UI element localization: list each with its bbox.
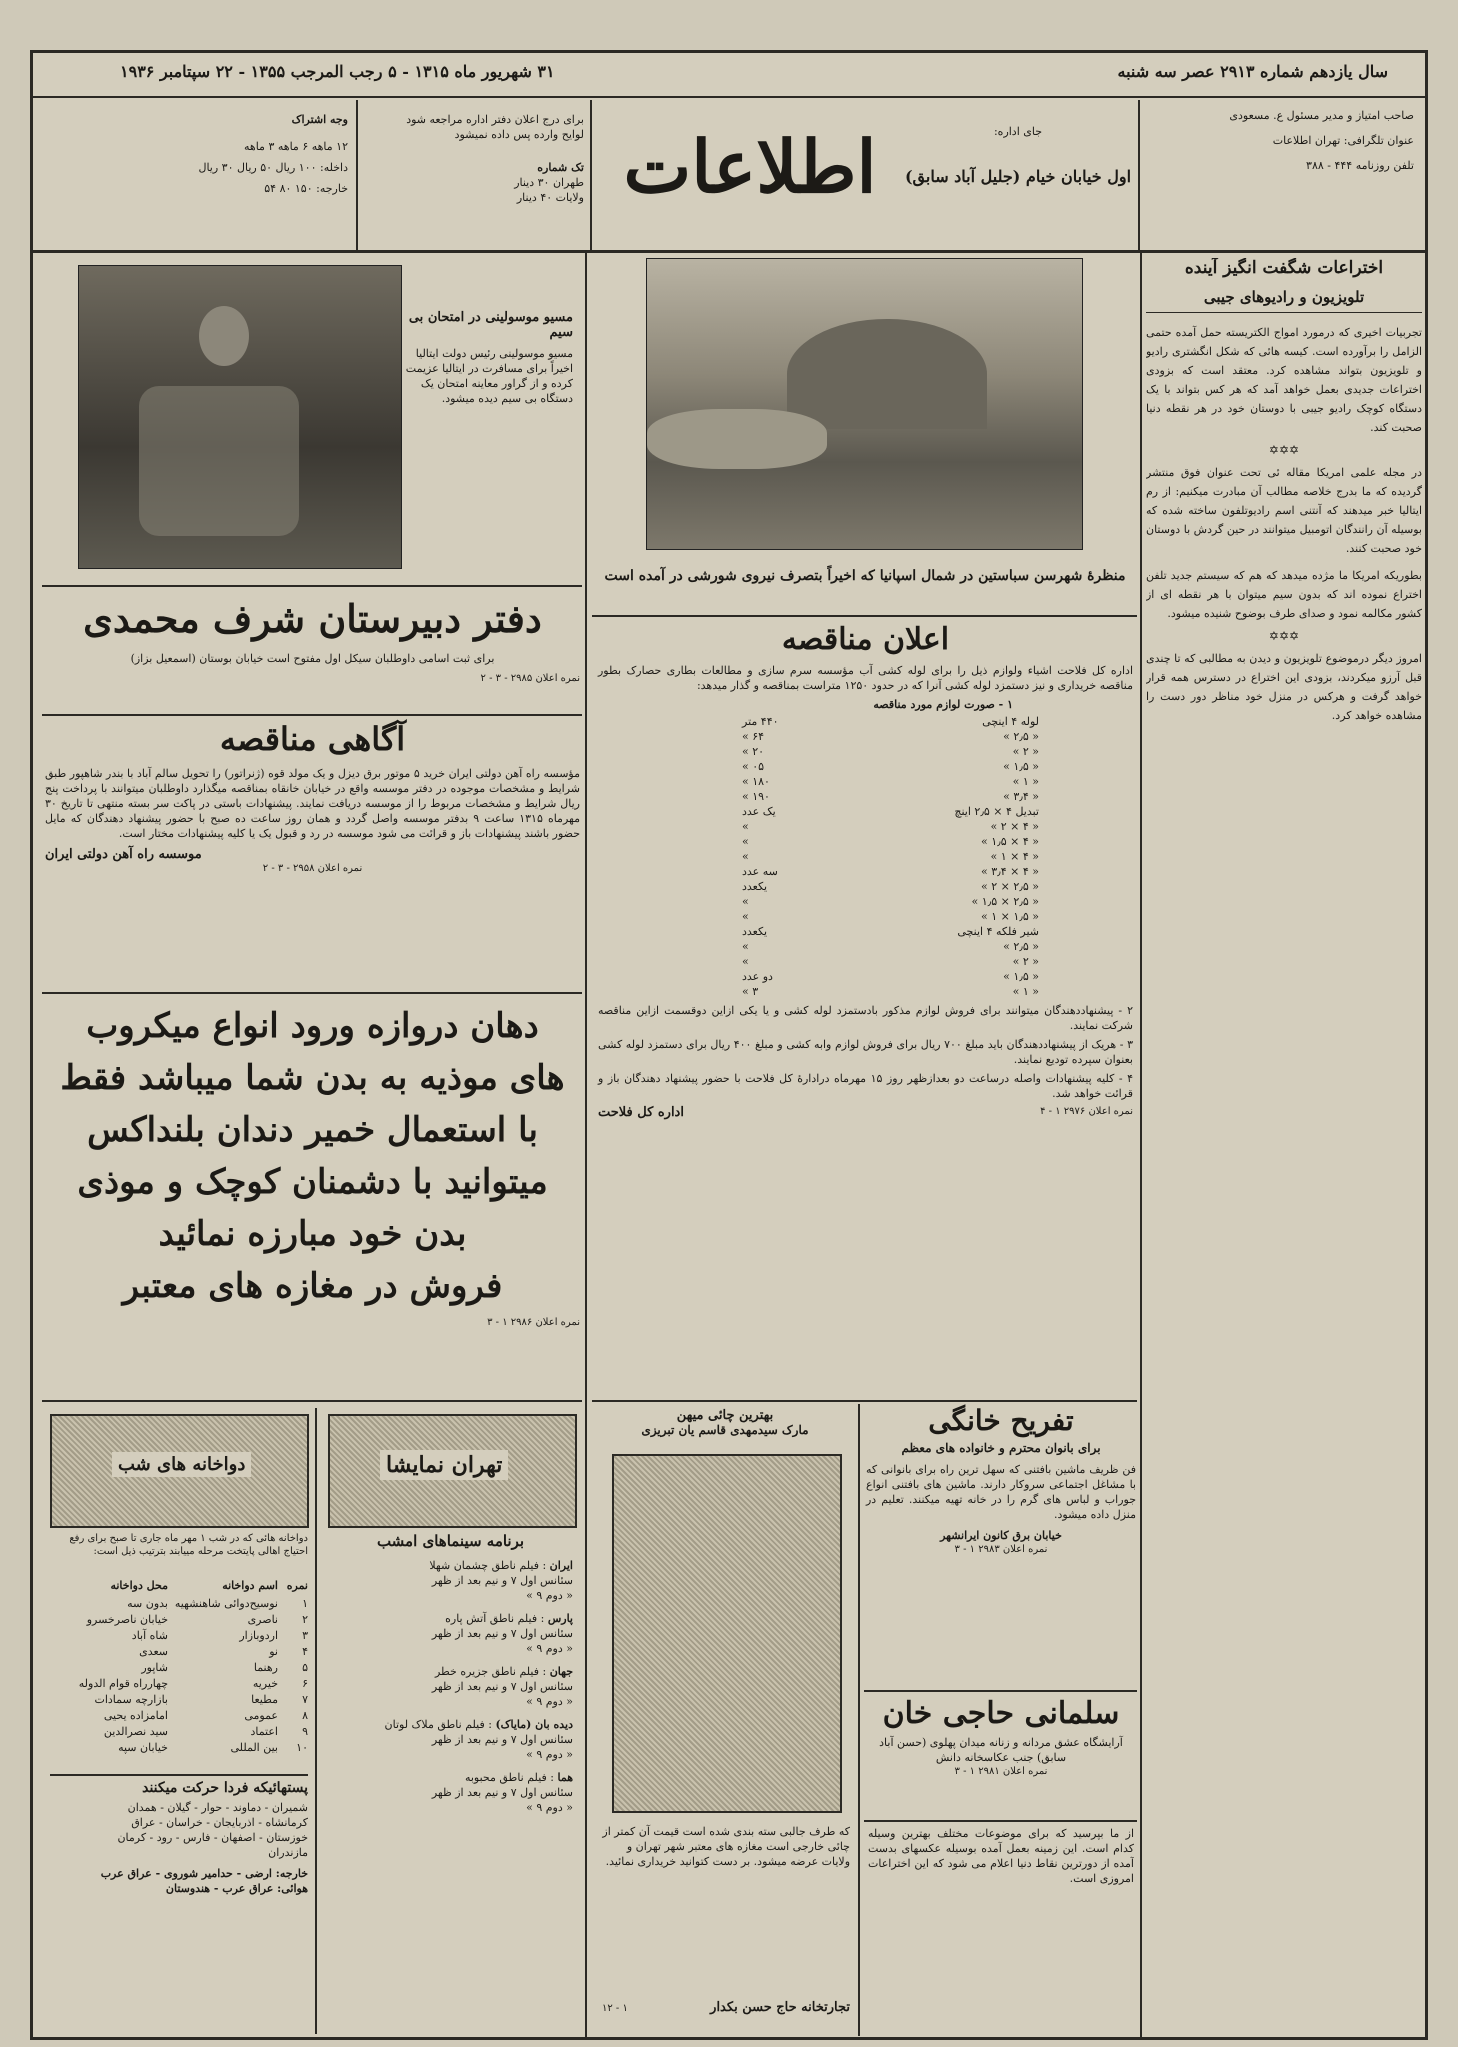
- tea-ad-shop: تجارتخانه حاج حسن بکدار: [710, 2000, 850, 2015]
- toothpaste-line: های موذیه به بدن شما میباشد فقط: [60, 1058, 565, 1098]
- tender-item-name: « ۱ »: [1012, 985, 1039, 998]
- post-line: خوزستان - اصفهان - فارس - رود - کرمان: [117, 1831, 308, 1844]
- article-title: اختراعات شگفت انگیز آینده: [1184, 258, 1384, 278]
- home-ad-title: تفریح خانگی: [928, 1404, 1074, 1437]
- table-cell: عمومی: [244, 1709, 278, 1722]
- post-line: کرمانشاه - اذربایجان - خراسان - عراق: [131, 1816, 308, 1829]
- post-line: خارجه: ارضی - حدامیر شوروی - عراق عرب: [100, 1867, 308, 1880]
- pharmacy-intro: دواخانه هائی که در شب ۱ مهر ماه جاری تا صبح برای رفع احتیاج اهالی پایتخت مرحله مییابند بترتیب ذیل است:: [69, 1533, 308, 1557]
- divider: [42, 585, 582, 587]
- tender-item-name: « ۲٫۵ × ۲ »: [981, 880, 1039, 893]
- divider: [42, 714, 582, 716]
- table-row: [50, 1708, 308, 1724]
- cinema-show: سئانس اول ۷ و نیم بعد از ظهر: [431, 1786, 573, 1799]
- cinema-header: تهران نمایشا: [380, 1450, 508, 1480]
- photo-mussolini-caption: [405, 310, 573, 560]
- divider: [864, 1820, 1137, 1822]
- tender-item: [738, 879, 1043, 894]
- barber-ad: [866, 1696, 1136, 1816]
- cinema-entry: دیده بان (مایاک) : فیلم ناطق ملاک لوتان سئانس اول ۷ و نیم بعد از ظهر « دوم ۹ »: [328, 1717, 573, 1762]
- table-cell: ۶: [302, 1677, 308, 1690]
- photo-caption-title: مسیو موسولینی در امتحان بی سیم: [408, 310, 573, 340]
- masthead-title: اطلاعات: [623, 124, 877, 209]
- tender-item-name: تبدیل ۴ × ۲٫۵ اینچ: [954, 805, 1039, 818]
- tender-item-qty: »: [742, 895, 749, 908]
- tender-item-name: لوله ۴ اینچی: [982, 715, 1039, 728]
- divider: [864, 1690, 1137, 1692]
- tender-item: [738, 954, 1043, 969]
- office-label: جای اداره:: [993, 125, 1043, 138]
- dateline: [30, 62, 1428, 92]
- tea-ad-title: بهترین چائی میهن: [676, 1408, 774, 1423]
- post-line: مازندران: [268, 1846, 308, 1859]
- tender-item-name: « ۴ × ۳٫۴ »: [981, 865, 1039, 878]
- tender-item-qty: »: [742, 820, 749, 833]
- tender-item-qty: یکعدد: [742, 925, 768, 938]
- table-row: [50, 1612, 308, 1628]
- tender-item: [738, 774, 1043, 789]
- column-header: اسم دواخانه: [222, 1579, 278, 1592]
- subscription-foreign: خارجه: ۱۵۰ ۸۰ ۵۴: [264, 182, 348, 195]
- table-cell: شاه آباد: [131, 1629, 168, 1642]
- school-ad-title: دفتر دبیرستان شرف محمدی: [83, 596, 542, 641]
- tender-item-qty: دو عدد: [742, 970, 773, 983]
- cinema-show: « دوم ۹ »: [526, 1801, 573, 1814]
- cinema-entry: ایران : فیلم ناطق چشمان شهلا سئانس اول ۷ و نیم بعد از ظهر « دوم ۹ »: [328, 1558, 573, 1603]
- home-ad: [866, 1404, 1136, 1684]
- publisher-line: عنوان تلگرافی: تهران اطلاعات: [1272, 134, 1414, 147]
- tender-item: [738, 804, 1043, 819]
- table-cell: سعدی: [139, 1645, 168, 1658]
- divider: [42, 1400, 582, 1402]
- tender-item-name: « ۲ »: [1012, 745, 1039, 758]
- barber-ad-ref: نمره اعلان ۲۹۸۱ ۱ - ۳: [954, 1766, 1048, 1777]
- tender-item-qty: یک عدد: [742, 805, 776, 818]
- table-row: [50, 1628, 308, 1644]
- table-cell: ۳: [302, 1629, 308, 1642]
- ad-notice-line: لوایح وارده پس داده نمیشود: [454, 128, 584, 141]
- article-paragraph: بطوریکه امریکا ما مژده میدهد که هم که سیستم جدید تلفن اختراع نموده اند که بدون سیم میتوان با هر نقطه ای از کشور مکالمه نمود و صدای طرف بوضوح شنیده میشود.: [1146, 569, 1422, 620]
- tender-ad-signature: اداره کل فلاحت: [598, 1105, 684, 1120]
- toothpaste-line: دهان دروازه ورود انواع میکروب: [86, 1006, 539, 1046]
- tender-item-name: « ۴ × ۲ »: [990, 820, 1039, 833]
- tender-item-qty: »: [742, 850, 749, 863]
- divider: [592, 615, 1137, 617]
- tender-item-qty: ۴۴۰ متر: [742, 715, 779, 728]
- home-ad-ref: نمره اعلان ۲۹۸۳ ۱ - ۳: [954, 1544, 1048, 1555]
- price-provinces: ولایات ۴۰ دینار: [516, 191, 584, 204]
- tender-item-qty: ۳ »: [742, 985, 759, 998]
- cinema-entry: پارس : فیلم ناطق آتش پاره سئانس اول ۷ و نیم بعد از ظهر « دوم ۹ »: [328, 1611, 573, 1656]
- tender-item: [738, 924, 1043, 939]
- tender-items: [738, 714, 1043, 999]
- cinema-list: [328, 1558, 573, 1823]
- pharmacy-header: دواخانه های شب: [112, 1452, 251, 1477]
- tender-item: [738, 909, 1043, 924]
- barber-ad-title: سلمانی حاجی خان: [882, 1696, 1120, 1731]
- post-line: شمیران - دماوند - حوار - گیلان - همدان: [127, 1801, 308, 1814]
- bottom-article: از ما بپرسید که برای موضوعات مختلف بهترین وسیله کدام است. این زمینه بعمل آمده بوسیله عکسهای بدست آمده از دورترین نقاط دنیا اعلام می شود که این اختراعات امروزی است.: [868, 1827, 1134, 1885]
- subscription-info: [40, 108, 352, 248]
- table-row: [50, 1660, 308, 1676]
- divider: [592, 1400, 1137, 1402]
- pharmacy-table-header: [50, 1578, 308, 1594]
- tender-clause: ۳ - هریک از پیشنهاددهندگان باید مبلغ ۷۰۰ ریال برای فروش لوازم وابه کشی و مبلغ ۴۰۰ ریال برای دستمزد لوله کشی بعنوان سپرده تودیع نمایند.: [598, 1038, 1133, 1066]
- table-cell: امامزاده یحیی: [103, 1709, 168, 1722]
- divider: [356, 100, 358, 250]
- divider: [1138, 100, 1140, 250]
- table-cell: خیریه: [252, 1677, 278, 1690]
- table-cell: اردوبازار: [239, 1629, 278, 1642]
- table-cell: نو: [269, 1645, 278, 1658]
- cinema-entry: هما : فیلم ناطق محبوبه سئانس اول ۷ و نیم بعد از ظهر « دوم ۹ »: [328, 1770, 573, 1815]
- divider: [30, 96, 1428, 98]
- school-ad-ref: نمره اعلان ۲۹۸۵ - ۳ - ۲: [480, 673, 580, 684]
- tender-item-name: شیر فلکه ۴ اینچی: [957, 925, 1039, 938]
- separator-icon: ✡✡✡: [1268, 629, 1300, 643]
- tender-item-name: « ۲ »: [1012, 955, 1039, 968]
- cinema-name: ایران: [549, 1559, 573, 1572]
- tender-item-name: « ۲٫۵ × ۱٫۵ »: [971, 895, 1039, 908]
- table-cell: بدون سه: [127, 1597, 168, 1610]
- toothpaste-ad: [45, 1000, 580, 1395]
- ad-notice: [360, 108, 588, 248]
- divider: [590, 100, 592, 250]
- table-row: [50, 1676, 308, 1692]
- tender-item-qty: ۱۹۰ »: [742, 790, 770, 803]
- cinema-show: « دوم ۹ »: [526, 1642, 573, 1655]
- table-cell: سید نصرالدین: [103, 1725, 168, 1738]
- tender-item-name: « ۴ × ۱ »: [990, 850, 1039, 863]
- post-list: [50, 1800, 308, 1896]
- table-cell: ۴: [302, 1645, 308, 1658]
- table-cell: ۸: [302, 1709, 308, 1722]
- table-row: [50, 1596, 308, 1612]
- masthead-logo: [600, 100, 900, 250]
- cinema-show: « دوم ۹ »: [526, 1589, 573, 1602]
- table-cell: ۱۰: [296, 1741, 308, 1754]
- cinema-film: فیلم ناطق آتش پاره: [445, 1612, 538, 1625]
- tender-item: [738, 714, 1043, 729]
- railway-ad-body: مؤسسه راه آهن دولتی ایران خرید ۵ موتور برق دیزل و یک مولد قوه (ژنراتور) را تحویل سالم آباد با بندر شاهپور طبق شرایط و مشخصات موجوده در دفتر موسسه واقع در خیابان خانقاه بمناقصه میگذارد داوطلبان میتوانند با پرداخت پنج ریال شرایط و مشخصات مربوط را از موسسه دریافت نمایند. پیشنهادات باستی در پاکت سر بسته منتهی تا تاریخ ۳۰ مهرماه ۱۳۱۵ ساعت ۹ بدفتر موسسه واصل گردد و همان روز ساعت ده صبح با حضور پیشنهاد دهندگان که مایل حضور باشند پیشنهادات باز و قرائت می شود موسسه در رد و قبول یک یا کلیه پیشنهادات مختار است.: [45, 767, 580, 840]
- table-row: [50, 1644, 308, 1660]
- table-cell: شاپور: [141, 1661, 168, 1674]
- tender-ad-title: اعلان مناقصه: [781, 622, 950, 657]
- column-header: نمره: [286, 1579, 308, 1592]
- toothpaste-line: بدن خود مبارزه نمائید: [158, 1214, 467, 1254]
- table-cell: ناصری: [247, 1613, 278, 1626]
- subscription-header: ۱۲ ماهه ۶ ماهه ۳ ماهه: [244, 140, 348, 153]
- right-article: [1146, 258, 1422, 2034]
- home-ad-address: خیابان برق کانون ایرانشهر: [940, 1529, 1062, 1542]
- tender-item: [738, 759, 1043, 774]
- cinema-show: سئانس اول ۷ و نیم بعد از ظهر: [431, 1574, 573, 1587]
- tender-item-qty: ۰۵ »: [742, 760, 765, 773]
- divider: [30, 250, 1428, 253]
- railway-ad-ref: نمره اعلان ۲۹۵۸ - ۳ - ۲: [262, 863, 363, 874]
- cinema-name: دیده بان (مایاک): [495, 1718, 573, 1731]
- tender-item-name: « ۱٫۵ × ۱ »: [981, 910, 1039, 923]
- tender-item-name: « ۲٫۵ »: [1003, 940, 1039, 953]
- railway-ad: [45, 720, 580, 988]
- article-subtitle: تلویزیون و رادیوهای جیبی: [1146, 288, 1422, 313]
- tea-ad-ref: ۱۲ - ۱: [602, 2003, 628, 2014]
- post-title: پستهائیکه فردا حرکت میکنند: [50, 1774, 308, 1796]
- cinema-film: فیلم ناطق چشمان شهلا: [429, 1559, 539, 1572]
- tender-item: [738, 819, 1043, 834]
- separator-icon: ✡✡✡: [1268, 443, 1300, 457]
- table-cell: ۲: [302, 1613, 308, 1626]
- cinema-title: برنامه سینماهای امشب: [376, 1532, 525, 1550]
- tender-clause: ۴ - کلیه پیشنهادات واصله درساعت دو بعدازظهر روز ۱۵ مهرماه درادارهٔ کل فلاحت با حضور پیشنهاد دهندگان باز و قرائت خواهد شد.: [598, 1072, 1134, 1100]
- office-address: اول خیابان خیام (جلیل آباد سابق): [904, 167, 1132, 186]
- table-row: [50, 1740, 308, 1756]
- cinema-show: سئانس اول ۷ و نیم بعد از ظهر: [431, 1627, 573, 1640]
- home-ad-body: فن ظریف ماشین بافتنی که سهل ترین راه برای بانوانی که با مشاغل اجتماعی سروکار دارند. ماشین های بافتنی انواع جوراب و لباس های گرم را در خانه تهیه میکنند. تعلیم در منزل داده میشود.: [866, 1463, 1136, 1521]
- tender-item: [738, 744, 1043, 759]
- table-cell: مطیعا: [251, 1693, 278, 1706]
- cinema-name: پارس: [547, 1612, 573, 1625]
- tender-item: [738, 894, 1043, 909]
- table-cell: بین المللی: [230, 1741, 278, 1754]
- tender-item: [738, 939, 1043, 954]
- dateline-issue: سال یازدهم شماره ۲۹۱۳ عصر سه شنبه: [1117, 62, 1388, 81]
- cinema-film: فیلم ناطق جزیره خطر: [434, 1665, 539, 1678]
- tender-item-qty: »: [742, 940, 749, 953]
- pharmacy-table: [50, 1596, 308, 1756]
- tea-ad: [592, 1404, 860, 2036]
- table-row: [50, 1692, 308, 1708]
- publisher-line: صاحب امتیاز و مدیر مسئول ع. مسعودی: [1229, 109, 1414, 122]
- tender-item-qty: »: [742, 910, 749, 923]
- table-cell: ۹: [302, 1725, 308, 1738]
- price-label: تک شماره: [537, 161, 584, 174]
- table-cell: خیابان سپه: [118, 1741, 168, 1754]
- school-ad: [45, 590, 580, 710]
- article-paragraph: تجربیات اخیری که درمورد امواج الکتریسته حمل آمده حتمی الزامل را برآورده است. کیسه هائی که شکل انگشتری رادیو و تلویزیون بتواند مشاهده کرد. معتقد است که بزودی اختراعات جدیدی بعمل خواهد آمد که هر کس بتواند با یک دستگاه کوچک رادیو جیبی با دوستان خود در هر نقطه دنیا صحبت کند.: [1146, 326, 1422, 434]
- tender-item: [738, 864, 1043, 879]
- tender-item-name: « ۲٫۵ »: [1003, 730, 1039, 743]
- office-info: [900, 120, 1136, 230]
- table-cell: رهنما: [253, 1661, 278, 1674]
- photo-san-sebastian-caption: منظرهٔ شهرسن سباستین در شمال اسپانیا که اخیراً بتصرف نیروی شورشی در آمده است: [604, 568, 1126, 584]
- tea-illustration: [612, 1454, 842, 1813]
- cinema-film: فیلم ناطق محبوبه: [464, 1771, 547, 1784]
- table-row: [50, 1724, 308, 1740]
- column-header: محل دواخانه: [110, 1579, 168, 1592]
- cinema-name: هما: [557, 1771, 573, 1784]
- toothpaste-line: فروش در مغازه های معتبر: [122, 1266, 503, 1306]
- tender-clause: ۲ - پیشنهاددهندگان میتوانند برای فروش لوازم مذکور بادستمزد لوله کشی و یا یکی ازاین دوقسمت ازاین مناقصه شرکت نمایند.: [598, 1004, 1133, 1032]
- table-cell: چهارراه قوام الدوله: [78, 1677, 168, 1690]
- tender-item-name: « ۳٫۴ »: [1003, 790, 1039, 803]
- tender-item-qty: ۲۰ »: [742, 745, 765, 758]
- photo-caption-body: مسیو موسولینی رئیس دولت ایتالیا اخیراً برای مسافرت در ایتالیا عزیمت کرده و از گراور معاینه امتحان یک دستگاه بی سیم دیده میشود.: [405, 347, 573, 405]
- cinema-ad: [320, 1408, 582, 2034]
- table-cell: بازارچه سمادات: [94, 1693, 168, 1706]
- tender-item-name: « ۴ × ۱٫۵ »: [981, 835, 1039, 848]
- tender-item-qty: ۱۸۰ »: [742, 775, 770, 788]
- tender-item: [738, 849, 1043, 864]
- school-ad-body: برای ثبت اسامی داوطلبان سیکل اول مفتوح است خیابان بوستان (اسمعیل بزاز): [130, 652, 495, 665]
- tender-item: [738, 969, 1043, 984]
- pharmacy-ad: [42, 1408, 317, 2034]
- tender-item: [738, 729, 1043, 744]
- table-cell: نوسیح‌دوائی شاهنشهیه: [174, 1597, 278, 1610]
- tender-item-qty: »: [742, 955, 749, 968]
- tender-item-qty: سه عدد: [742, 865, 778, 878]
- table-cell: اعتماد: [250, 1725, 278, 1738]
- subscription-domestic: داخله: ۱۰۰ ریال ۵۰ ریال ۳۰ ریال: [198, 161, 348, 174]
- tea-ad-brand: مارک سیدمهدی قاسم یان تبریزی: [641, 1423, 809, 1437]
- cinema-film: فیلم ناطق ملاک لوتان: [384, 1718, 485, 1731]
- column-rule: [1140, 253, 1142, 2038]
- tea-ad-body: که طرف جالبی سته بندی شده است قیمت آن کمتر از چائی خارجی است مغازه های معتبر شهر تهران و ولایات عرضه میشود. بر دست کتوانید خریداری نمائید.: [602, 1825, 850, 1868]
- tender-item-name: « ۱٫۵ »: [1003, 970, 1039, 983]
- toothpaste-line: با استعمال خمیر دندان بلنداکس: [87, 1110, 538, 1150]
- subscription-label: وجه اشتراک: [291, 113, 348, 126]
- photo-mussolini: [78, 265, 402, 569]
- tender-ad-intro: اداره کل فلاحت اشیاء ولوازم ذیل را برای لوله کشی آب مؤسسه سرم سازی و مطالعات بطاری حصارک بطور مناقصه خریداری و نیز دستمزد لوله کشی آنرا که در حدود ۱۲۵۰ متراست بمناقصه و گذار میدهد:: [598, 664, 1133, 692]
- table-cell: ۵: [302, 1661, 308, 1674]
- table-cell: خیابان ناصرخسرو: [86, 1613, 168, 1626]
- railway-ad-title: آگاهی مناقصه: [219, 720, 406, 758]
- cinema-show: « دوم ۹ »: [526, 1748, 573, 1761]
- tender-item-qty: یکعدد: [742, 880, 768, 893]
- post-line: هوائی: عراق عرب - هندوستان: [165, 1882, 308, 1895]
- photo-san-sebastian: [646, 258, 1083, 550]
- tender-ad: [598, 622, 1133, 1397]
- tender-item-qty: ۶۴ »: [742, 730, 765, 743]
- cinema-entry: جهان : فیلم ناطق جزیره خطر سئانس اول ۷ و نیم بعد از ظهر « دوم ۹ »: [328, 1664, 573, 1709]
- cinema-show: سئانس اول ۷ و نیم بعد از ظهر: [431, 1733, 573, 1746]
- table-cell: ۷: [302, 1693, 308, 1706]
- column-rule: [585, 253, 587, 2038]
- publisher-info: [1140, 104, 1418, 252]
- cinema-name: جهان: [549, 1665, 573, 1678]
- article-paragraph: در مجله علمی امریکا مقاله ئی تحت عنوان فوق منتشر گردیده که ما بدرج خلاصه مطالب آن مبادرت میکنیم: از رم ایتالیا خبر میدهند که آنتنی اسم رادیوتلفون ساخته شده که بوسیله آن رانندگان اتومبیل میتوانند در حین گردش با دوستان خود صحبت کنند.: [1146, 466, 1422, 555]
- cinema-show: سئانس اول ۷ و نیم بعد از ظهر: [431, 1680, 573, 1693]
- article-paragraph: امروز دیگر درموضوع تلویزیون و دیدن به مطالبی که تا چندی قبل آرزو میکردند، بزودی این اختراع در دسترس همه قرار خواهد گرفت و هرکس در منزل خود مناظر دور دست را مشاهده خواهد کرد.: [1146, 652, 1422, 722]
- ad-notice-line: برای درج اعلان دفتر اداره مراجعه شود: [406, 113, 584, 126]
- cinema-show: « دوم ۹ »: [526, 1695, 573, 1708]
- tender-ad-ref: نمره اعلان ۲۹۷۶ ۱ - ۴: [1040, 1106, 1133, 1117]
- tender-list-header: ۱ - صورت لوازم مورد مناقصه: [873, 698, 1013, 711]
- price-tehran: طهران ۳۰ دینار: [514, 176, 584, 189]
- tender-item-name: « ۱ »: [1012, 775, 1039, 788]
- barber-ad-body: آرایشگاه عشق مردانه و زنانه میدان پهلوی (حسن آباد سابق) جنب عکاسخانه دانش: [879, 1736, 1123, 1764]
- tender-item: [738, 789, 1043, 804]
- table-cell: ۱: [302, 1597, 308, 1610]
- publisher-line: تلفن روزنامه ۴۴۴ - ۳۸۸: [1306, 159, 1414, 172]
- tender-item-name: « ۱٫۵ »: [1003, 760, 1039, 773]
- tender-item-qty: »: [742, 835, 749, 848]
- divider: [42, 992, 582, 994]
- railway-ad-signature: موسسه راه آهن دولتی ایران: [45, 847, 202, 862]
- home-ad-subtitle: برای بانوان محترم و خانواده های معظم: [901, 1441, 1101, 1455]
- tender-item: [738, 984, 1043, 999]
- toothpaste-line: میتوانید با دشمنان کوچک و موذی: [77, 1162, 548, 1202]
- dateline-date: ۳۱ شهریور ماه ۱۳۱۵ - ۵ رجب المرجب ۱۳۵۵ - ۲۲ سپتامبر ۱۹۳۶: [120, 62, 555, 81]
- tender-item: [738, 834, 1043, 849]
- toothpaste-ad-ref: نمره اعلان ۲۹۸۶ ۱ - ۳: [487, 1317, 580, 1328]
